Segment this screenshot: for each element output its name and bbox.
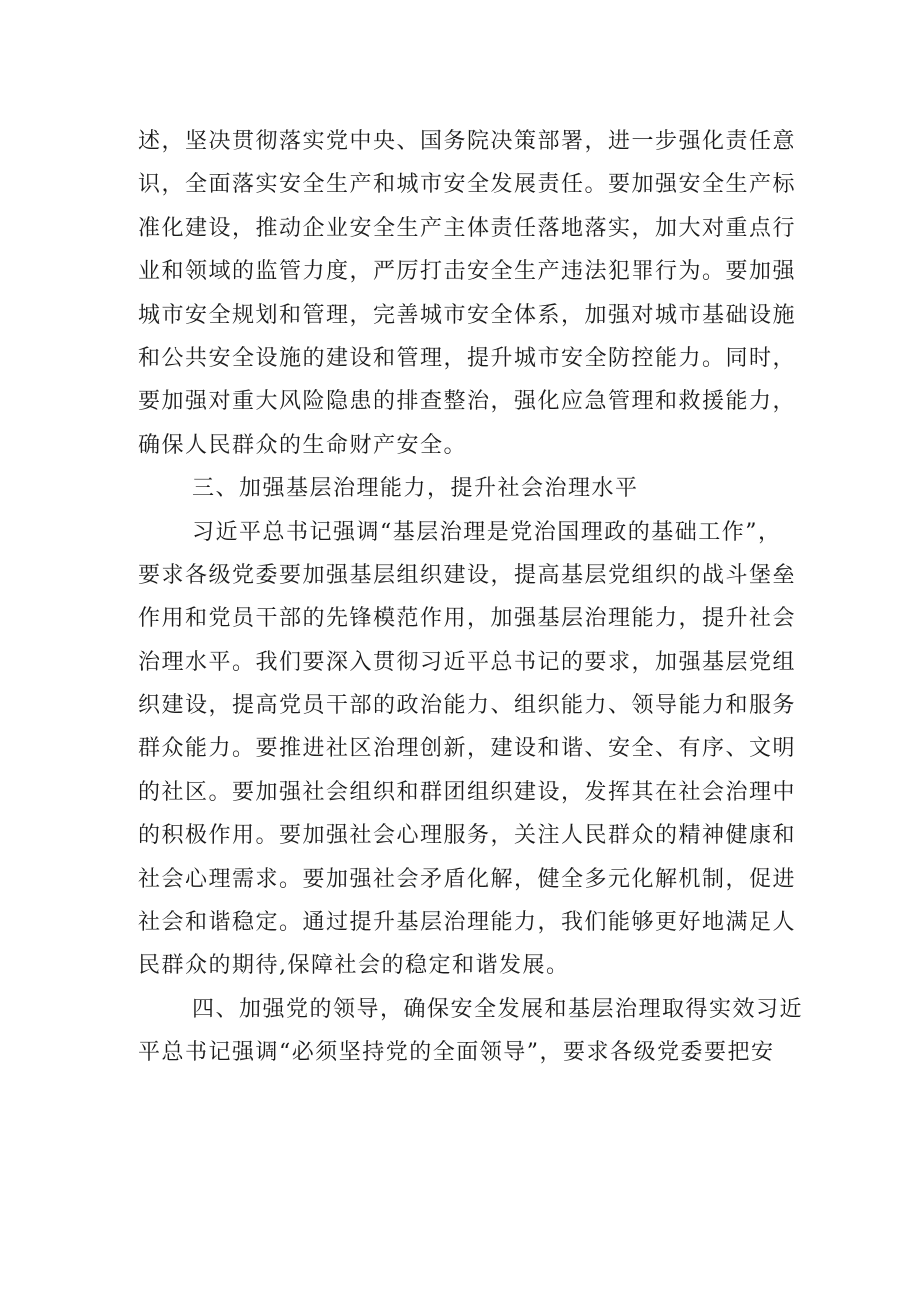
section-heading-text: 三、加强基层治理能力，提升社会治理水平 bbox=[192, 476, 639, 502]
text-line: 要求各级党委要加强基层组织建设，提高基层党组织的战斗堡垒 bbox=[138, 562, 797, 588]
paragraph-4 bbox=[138, 988, 804, 1075]
text-line: 民群众的期待,保障社会的稳定和谐发展。 bbox=[138, 953, 570, 979]
paragraph-1-continuation bbox=[138, 120, 798, 467]
text-line: 识，全面落实安全生产和城市安全发展责任。要加强安全生产标 bbox=[138, 172, 797, 198]
document-body bbox=[138, 120, 804, 1075]
section-heading-3 bbox=[138, 467, 798, 510]
text-line: 的社区。要加强社会组织和群团组织建设，发挥其在社会治理中 bbox=[138, 779, 797, 805]
text-line: 织建设，提高党员干部的政治能力、组织能力、领导能力和服务 bbox=[138, 693, 797, 719]
text-line: 作用和党员干部的先锋模范作用，加强基层治理能力，提升社会 bbox=[138, 606, 797, 632]
text-line: 和公共安全设施的建设和管理，提升城市安全防控能力。同时， bbox=[138, 345, 797, 371]
text-line: 治理水平。我们要深入贯彻习近平总书记的要求，加强基层党组 bbox=[138, 649, 797, 675]
paragraph-3 bbox=[138, 511, 798, 988]
text-line: 城市安全规划和管理，完善城市安全体系，加强对城市基础设施 bbox=[138, 302, 797, 328]
text-line: 要加强对重大风险隐患的排查整治，强化应急管理和救援能力， bbox=[138, 389, 797, 415]
text-line: 平总书记强调“必须坚持党的全面领导”，要求各级党委要把安 bbox=[138, 1040, 775, 1066]
text-line: 习近平总书记强调“基层治理是党治国理政的基础工作”， bbox=[192, 519, 782, 545]
text-line: 的积极作用。要加强社会心理服务，关注人民群众的精神健康和 bbox=[138, 823, 797, 849]
text-line: 社会心理需求。要加强社会矛盾化解，健全多元化解机制，促进 bbox=[138, 866, 797, 892]
text-line: 群众能力。要推进社区治理创新，建设和谐、安全、有序、文明 bbox=[138, 736, 797, 762]
text-line: 述，坚决贯彻落实党中央、国务院决策部署，进一步强化责任意 bbox=[138, 129, 797, 154]
text-line: 业和领域的监管力度，严厉打击安全生产违法犯罪行为。要加强 bbox=[138, 259, 797, 285]
text-line: 确保人民群众的生命财产安全。 bbox=[138, 432, 468, 458]
text-line: 四、加强党的领导，确保安全发展和基层治理取得实效习近 bbox=[192, 996, 804, 1022]
text-line: 准化建设，推动企业安全生产主体责任落地落实，加大对重点行 bbox=[138, 215, 797, 241]
text-line: 社会和谐稳定。通过提升基层治理能力，我们能够更好地满足人 bbox=[138, 910, 797, 936]
